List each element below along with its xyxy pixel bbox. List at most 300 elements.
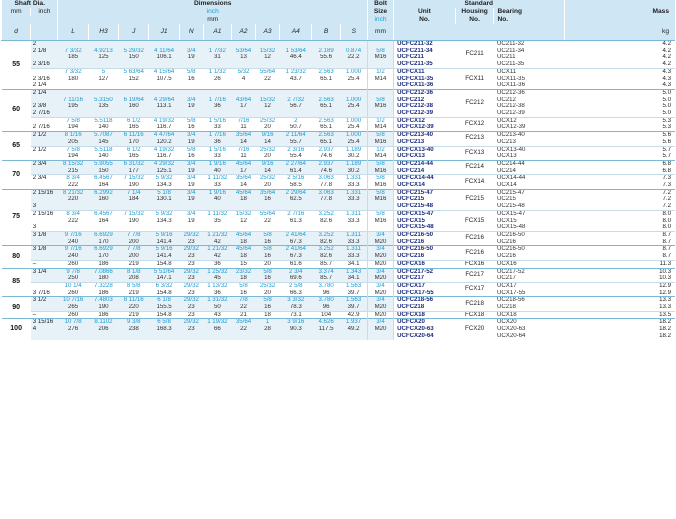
unit-number: UCFC212 (394, 97, 456, 104)
dimension-value: 8 15/32 (58, 160, 88, 167)
dimension-value: 16 (240, 289, 247, 296)
dimension-value (119, 333, 149, 340)
dimension-value: 29/32 (179, 268, 203, 275)
unit-number: UCFC212-38 (394, 103, 456, 110)
dimension-value: 219 (119, 260, 149, 268)
dimension-value: 40 (203, 196, 231, 203)
dimension-value (231, 89, 255, 96)
dimension-value: 104 (312, 311, 340, 319)
bolt-size-value: M20 (367, 253, 393, 260)
dimension-value: 170 (88, 239, 118, 246)
dimension-value: 1 25/32 (203, 268, 231, 275)
dimension-value: 7.0866 (88, 268, 118, 275)
shaft-inch-value (31, 117, 58, 124)
dimension-value: 61.3 (289, 217, 302, 224)
dimension-value (256, 203, 280, 210)
dimension-value: 53/64 (231, 48, 255, 55)
bolt-size-value: 1/2 (367, 68, 393, 75)
table-row (2, 54, 676, 61)
dimensions-mm-unit: mm (58, 16, 367, 24)
dimension-value: 29/32 (179, 319, 203, 326)
dimension-value: 4 29/64 (149, 97, 179, 104)
shaft-inch-value: 3 7/16 (32, 289, 50, 296)
dimension-value: 6 31/32 (119, 160, 149, 167)
dimension-value: 238 (119, 326, 149, 333)
dimension-value: 2.563 (312, 132, 340, 139)
dimension-value: 45/64 (231, 246, 255, 253)
mass-value: 8.7 (564, 231, 675, 238)
dimension-value: 36 (203, 103, 231, 110)
dimension-value: 164 (98, 182, 109, 189)
table-row (2, 218, 676, 225)
dimension-value: 14 (256, 168, 280, 175)
dimension-value: 43/64 (231, 97, 255, 104)
dimension-value (340, 224, 367, 231)
dimension-value: 35/64 (231, 319, 255, 326)
dimension-value (119, 82, 149, 89)
table-row (2, 304, 676, 311)
dimension-value: 5 (88, 68, 118, 75)
dimension-value (58, 224, 88, 231)
housing-no-header: No. (455, 16, 494, 24)
dimension-value: 164 (98, 217, 109, 224)
dimension-value: 9 7/16 (58, 246, 88, 253)
dimension-value: 25.4 (347, 75, 360, 82)
unit-number: UCFCX12 (394, 117, 456, 124)
shaft-inch-value (31, 54, 58, 61)
dimension-value: 154.8 (149, 260, 179, 268)
dimension-value: 186 (88, 311, 118, 319)
dimension-value: 140 (98, 124, 109, 131)
dimension-value (179, 333, 203, 340)
shaft-inch-value: 2 1/4 (31, 89, 58, 96)
dimension-value: 1.000 (340, 68, 367, 75)
housing-number: FCX16 (455, 260, 494, 268)
dimension-value: 14 (231, 139, 255, 146)
dimension-value: 22.2 (340, 54, 367, 61)
bearing-number: UCX14 (496, 182, 517, 189)
dimension-value: 30.2 (347, 153, 360, 160)
dimension-value: 160 (119, 103, 149, 110)
dimension-value: 7 5/8 (58, 146, 88, 153)
dimension-value (231, 203, 255, 210)
dimension-value: 17 (231, 168, 255, 175)
dimension-value (203, 224, 231, 231)
mass-value: 18.2 (564, 319, 675, 326)
dimension-value: 190 (128, 182, 139, 189)
dimension-value: 46.4 (280, 54, 312, 61)
shaft-dia-header: Shaft Dia. (2, 0, 58, 8)
dimension-value: 2 11/64 (280, 132, 312, 139)
dimension-value (280, 82, 312, 89)
dimension-value: 222 (68, 217, 79, 224)
dimension-value: 1 5/16 (203, 146, 231, 153)
dimension-value: 6.6929 (88, 231, 118, 238)
dimension-value: 180 (88, 275, 118, 282)
mass-value: 6.8 (564, 160, 675, 167)
dimension-value: 185 (58, 54, 88, 61)
dimension-value: 206 (88, 326, 118, 333)
dimension-value: 276 (58, 326, 88, 333)
shaft-inch-value: 2 3/16 (31, 61, 58, 68)
dimension-table (1, 0, 675, 340)
dimension-value (58, 41, 88, 48)
bolt-size-value: 3/4 (367, 282, 393, 289)
table-row (2, 103, 676, 110)
dimensions-inch-unit: inch (58, 8, 367, 16)
dimension-value: 16 (256, 196, 280, 203)
dimension-value: 265 (58, 304, 88, 311)
housing-number: FCX11 (455, 68, 494, 89)
dimension-value: 1.189 (340, 160, 367, 167)
shaft-inch-value: 3 (32, 224, 37, 231)
dimension-value: 4.626 (312, 319, 340, 326)
dimension-value: 0.874 (340, 48, 367, 55)
dimension-value: 5/8 (256, 297, 280, 304)
dimension-value: 22 (264, 217, 271, 224)
dimension-value: 10 7/8 (58, 319, 88, 326)
unit-number: UCFCX12-39 (394, 124, 456, 131)
dimension-value: 23 (179, 304, 203, 311)
dimension-value: 5 1/8 (149, 189, 179, 196)
dimension-value: 2.937 (312, 160, 340, 167)
mass-value: 18.2 (659, 326, 671, 333)
dimension-value: 106.1 (149, 54, 179, 61)
bearing-number: UC213-40 (494, 132, 564, 139)
dimension-value: 1 9/16 (203, 160, 231, 167)
dimensions-header: Dimensions (58, 0, 367, 8)
dimension-value: 33.3 (347, 217, 360, 224)
unit-number: UCFCX13-40 (394, 146, 456, 153)
dimension-value: 5.5118 (88, 117, 118, 124)
dimension-value: 155.5 (149, 304, 179, 311)
bearing-number: UC212 (496, 96, 516, 103)
dimension-value: 1 (256, 319, 280, 326)
mass-value: 8.7 (662, 253, 671, 260)
d-label: d (2, 24, 31, 41)
dimension-value (231, 61, 255, 68)
dimension-value: 154.8 (149, 311, 179, 319)
dimension-value: 16 (256, 304, 280, 311)
bolt-size-value (367, 82, 393, 89)
dimension-value: 5/32 (231, 68, 255, 75)
dimension-value: 7.3228 (88, 282, 118, 289)
table-row (2, 68, 676, 75)
dimension-value: 3/4 (179, 210, 203, 217)
shaft-mm-unit: mm (2, 8, 31, 16)
dimension-value: 5/8 (231, 282, 255, 289)
dimension-value: 50.7 (289, 124, 302, 131)
dimension-value: 85.7 (312, 260, 340, 268)
bearing-number: UCX15-48 (496, 224, 526, 231)
table-row (2, 290, 676, 297)
mass-value: 7.3 (564, 175, 675, 182)
col-N: N (179, 24, 203, 41)
dimension-value: 10 1/4 (58, 282, 88, 289)
table-row (2, 175, 676, 182)
dimension-value: 7 3/32 (58, 48, 88, 55)
table-row (2, 89, 676, 96)
dimension-value: 29/32 (179, 297, 203, 304)
dimension-value: 16 (187, 124, 195, 131)
dimension-value: 8 1/8 (119, 268, 149, 275)
dimension-value: 160 (88, 196, 118, 203)
dimension-value: 82.6 (320, 217, 333, 224)
bolt-size-value: 5/8 (367, 48, 393, 55)
mass-value: 5.6 (564, 132, 675, 139)
shaft-inch-value: 2 3/4 (31, 175, 58, 182)
bearing-number: UC214-44 (494, 160, 564, 167)
bolt-size-value: M16 (367, 196, 393, 203)
bearing-number: UC216 (496, 253, 516, 260)
mass-value: 5.0 (662, 103, 671, 110)
dimension-value (312, 203, 340, 210)
bearing-number: UC211 (496, 54, 516, 61)
dimension-value: 135 (88, 103, 118, 110)
dimension-value: 2 7/32 (280, 97, 312, 104)
dimension-value: 208 (119, 275, 149, 282)
shaft-mm-value: 55 (2, 41, 31, 90)
dimension-value: 9 7/16 (58, 231, 88, 238)
housing-number: FCX20 (455, 319, 494, 340)
bolt-size-value: 3/4 (367, 231, 393, 238)
dimension-value (280, 89, 312, 96)
dimension-value (149, 61, 179, 68)
dimension-value (179, 61, 203, 68)
unit-number: UCFCX14 (394, 182, 456, 189)
dimension-value (256, 61, 280, 68)
bearing-number: UC214 (496, 167, 516, 174)
bearing-number: UCX16 (494, 260, 564, 268)
dimension-value: 5 51/64 (149, 268, 179, 275)
dimension-value: 35/64 (256, 189, 280, 196)
shaft-inch-value (31, 97, 58, 104)
mass-value: 13.3 (564, 297, 675, 304)
dimension-value: 1 1/32 (203, 68, 231, 75)
bearing-no-header: No. (494, 16, 564, 24)
dimension-value (179, 224, 203, 231)
dimension-value: 5.7087 (88, 132, 118, 139)
dimension-value: 19 (187, 217, 195, 224)
dimension-value: 33.3 (347, 182, 360, 189)
bearing-number: UC217-52 (494, 268, 564, 275)
housing-number: FCX17 (455, 282, 494, 296)
dimension-value: 34.1 (340, 275, 367, 282)
table-row (2, 132, 676, 139)
dimension-value: 33 (213, 124, 221, 131)
dimension-value: 1 31/32 (203, 297, 231, 304)
dimension-value: 4 47/64 (149, 132, 179, 139)
dimension-value: 5 9/16 (149, 231, 179, 238)
dimension-value: 20 (256, 260, 280, 268)
dimension-value: 3/4 (179, 160, 203, 167)
shaft-inch-value (31, 275, 58, 282)
dimension-value: 35/64 (231, 175, 255, 182)
bolt-size-value (367, 110, 393, 117)
unit-number: UCFCX20 (394, 319, 456, 326)
bolt-size-value: M16 (367, 182, 393, 189)
bearing-number: UCX12 (494, 117, 564, 124)
dimension-value: 42 (203, 239, 231, 246)
bolt-size-value: M16 (367, 54, 393, 61)
dimension-value: 190 (88, 304, 118, 311)
dimension-value (231, 82, 255, 89)
dimension-value: 165 (128, 124, 139, 131)
dimension-value: 10 7/16 (58, 297, 88, 304)
dimension-value (312, 110, 340, 117)
bolt-size-value: M16 (367, 218, 393, 225)
shaft-inch-value: 2 3/16 (32, 75, 50, 82)
unit-number: UCFC216 (394, 253, 456, 260)
dimension-value: 74.6 (312, 168, 340, 175)
unit-number: UCFC211-32 (394, 41, 456, 48)
dimension-value (58, 333, 88, 340)
dimension-value: 36 (213, 289, 221, 296)
dimension-value: 260 (58, 311, 88, 319)
unit-number: UCFC216-50 (394, 231, 456, 238)
dimension-value: 33.3 (340, 253, 367, 260)
unit-number: UCFC218 (394, 304, 456, 311)
dimension-value (280, 333, 312, 340)
dimension-value (340, 89, 367, 96)
dimension-value: 250 (58, 275, 88, 282)
mass-value: 13.3 (659, 304, 671, 311)
shaft-inch-unit: inch (31, 8, 58, 16)
dimension-value: 1 21/32 (203, 246, 231, 253)
mass-value: 5.6 (662, 138, 671, 145)
dimension-value: 19 (179, 196, 203, 203)
dimension-value: 77.8 (320, 182, 333, 189)
dimension-value: 7 11/16 (58, 97, 88, 104)
dimension-value: 134.3 (156, 182, 172, 189)
dimension-value: 1.311 (340, 246, 367, 253)
dimension-value: 26 (213, 75, 221, 82)
dimension-value: 23 (179, 253, 203, 260)
shaft-inch-value (31, 333, 58, 340)
dimension-value: 21 (231, 311, 255, 319)
col-A1: A1 (203, 24, 231, 41)
dimension-value (231, 333, 255, 340)
shaft-inch-value (31, 139, 58, 146)
dimension-value (203, 41, 231, 48)
col-A3: A3 (256, 24, 280, 41)
bearing-number: UC212-36 (494, 89, 564, 96)
unit-number: UCFCX15-48 (394, 224, 456, 231)
dimension-value: 1.311 (340, 231, 367, 238)
dimension-value (312, 61, 340, 68)
dimension-value (280, 61, 312, 68)
dimension-value: 39.7 (347, 289, 360, 296)
dimension-value: 3.252 (312, 210, 340, 217)
dimension-value: 96 (322, 289, 330, 296)
dimension-value (312, 333, 340, 340)
dimension-value: 1.000 (340, 132, 367, 139)
unit-number: UCFC215-47 (394, 189, 456, 196)
unit-number: UCFC213 (394, 139, 456, 146)
dimension-value: 67.3 (280, 239, 312, 246)
dimension-value: 77.8 (312, 196, 340, 203)
table-row (2, 203, 676, 210)
dimension-value: 8 1/16 (58, 132, 88, 139)
dimension-value: 74.6 (320, 153, 333, 160)
dimension-value (119, 110, 149, 117)
dimension-value: 61.6 (280, 260, 312, 268)
dimension-value: 14 (256, 139, 280, 146)
dimension-value (280, 41, 312, 48)
unit-number: UCFCX11-36 (394, 82, 456, 89)
dimension-value: 66 (203, 326, 231, 333)
shaft-inch-value: 2 1/4 (32, 82, 47, 89)
shaft-inch-value (31, 153, 58, 160)
dimension-value: 170 (88, 253, 118, 260)
dimension-value (203, 82, 231, 89)
col-A4: A4 (280, 24, 312, 41)
dimension-value (119, 89, 149, 96)
shaft-inch-value: 3 (31, 203, 58, 210)
dimension-value: 22 (264, 75, 271, 82)
dimension-value: 141.4 (149, 239, 179, 246)
dimension-value: 31 (203, 54, 231, 61)
bearing-number: UC215 (496, 196, 516, 203)
dimension-value: 5.9055 (88, 160, 118, 167)
dimension-value: 16 (187, 153, 195, 160)
shaft-inch-value: 2 1/2 (31, 146, 58, 153)
dimension-value: 186 (88, 260, 118, 268)
dimension-value: 65.1 (312, 103, 340, 110)
dimension-value: 23 (179, 326, 203, 333)
dimension-value: 4 19/32 (149, 117, 179, 124)
bearing-number: UC216 (496, 238, 516, 245)
dimension-value: 5.5118 (88, 146, 118, 153)
bolt-size-value: 1/2 (367, 117, 393, 124)
mass-value: 18.2 (659, 332, 671, 339)
unit-number: UCFCX15 (394, 218, 456, 225)
dimension-value: 215 (58, 168, 88, 175)
dimension-value: 35/64 (231, 132, 255, 139)
dimension-value: 1 21/32 (203, 231, 231, 238)
dimension-value: 33.3 (340, 196, 367, 203)
dimension-value: 7 15/32 (119, 175, 149, 182)
dimension-value: 7 5/8 (58, 117, 88, 124)
dimension-value: 5/8 (179, 146, 203, 153)
dimension-value: 186 (98, 289, 109, 296)
shaft-mm-value: 90 (2, 297, 31, 319)
unit-number: UCFC212-36 (394, 89, 456, 96)
dimension-value (231, 110, 255, 117)
dimension-value: 33.3 (340, 239, 367, 246)
dimension-value: 1 23/32 (280, 68, 312, 75)
dimension-value (203, 110, 231, 117)
mass-value: 8.7 (662, 238, 671, 245)
shaft-inch-value (31, 68, 58, 75)
col-J1: J1 (149, 24, 179, 41)
dimension-value: 150 (88, 168, 118, 175)
unit-number: UCFC211 (394, 54, 456, 61)
dimension-value: 194 (68, 124, 79, 131)
bearing-number: UCX13 (496, 153, 517, 160)
dimension-value: 29/32 (179, 231, 203, 238)
unit-number: UCFCX11-35 (394, 76, 456, 83)
bolt-inch-unit: inch (367, 16, 393, 24)
bolt-size-value: 3/4 (367, 246, 393, 253)
dimension-value: 5.3150 (88, 97, 118, 104)
bolt-size-value: 5/8 (367, 132, 393, 139)
dimension-value (280, 110, 312, 117)
dimension-value: 5 9/32 (149, 210, 179, 217)
dimension-value: 1.563 (340, 282, 367, 289)
mass-value: 4.2 (662, 61, 671, 68)
unit-number: UCFCX17 (394, 282, 456, 289)
